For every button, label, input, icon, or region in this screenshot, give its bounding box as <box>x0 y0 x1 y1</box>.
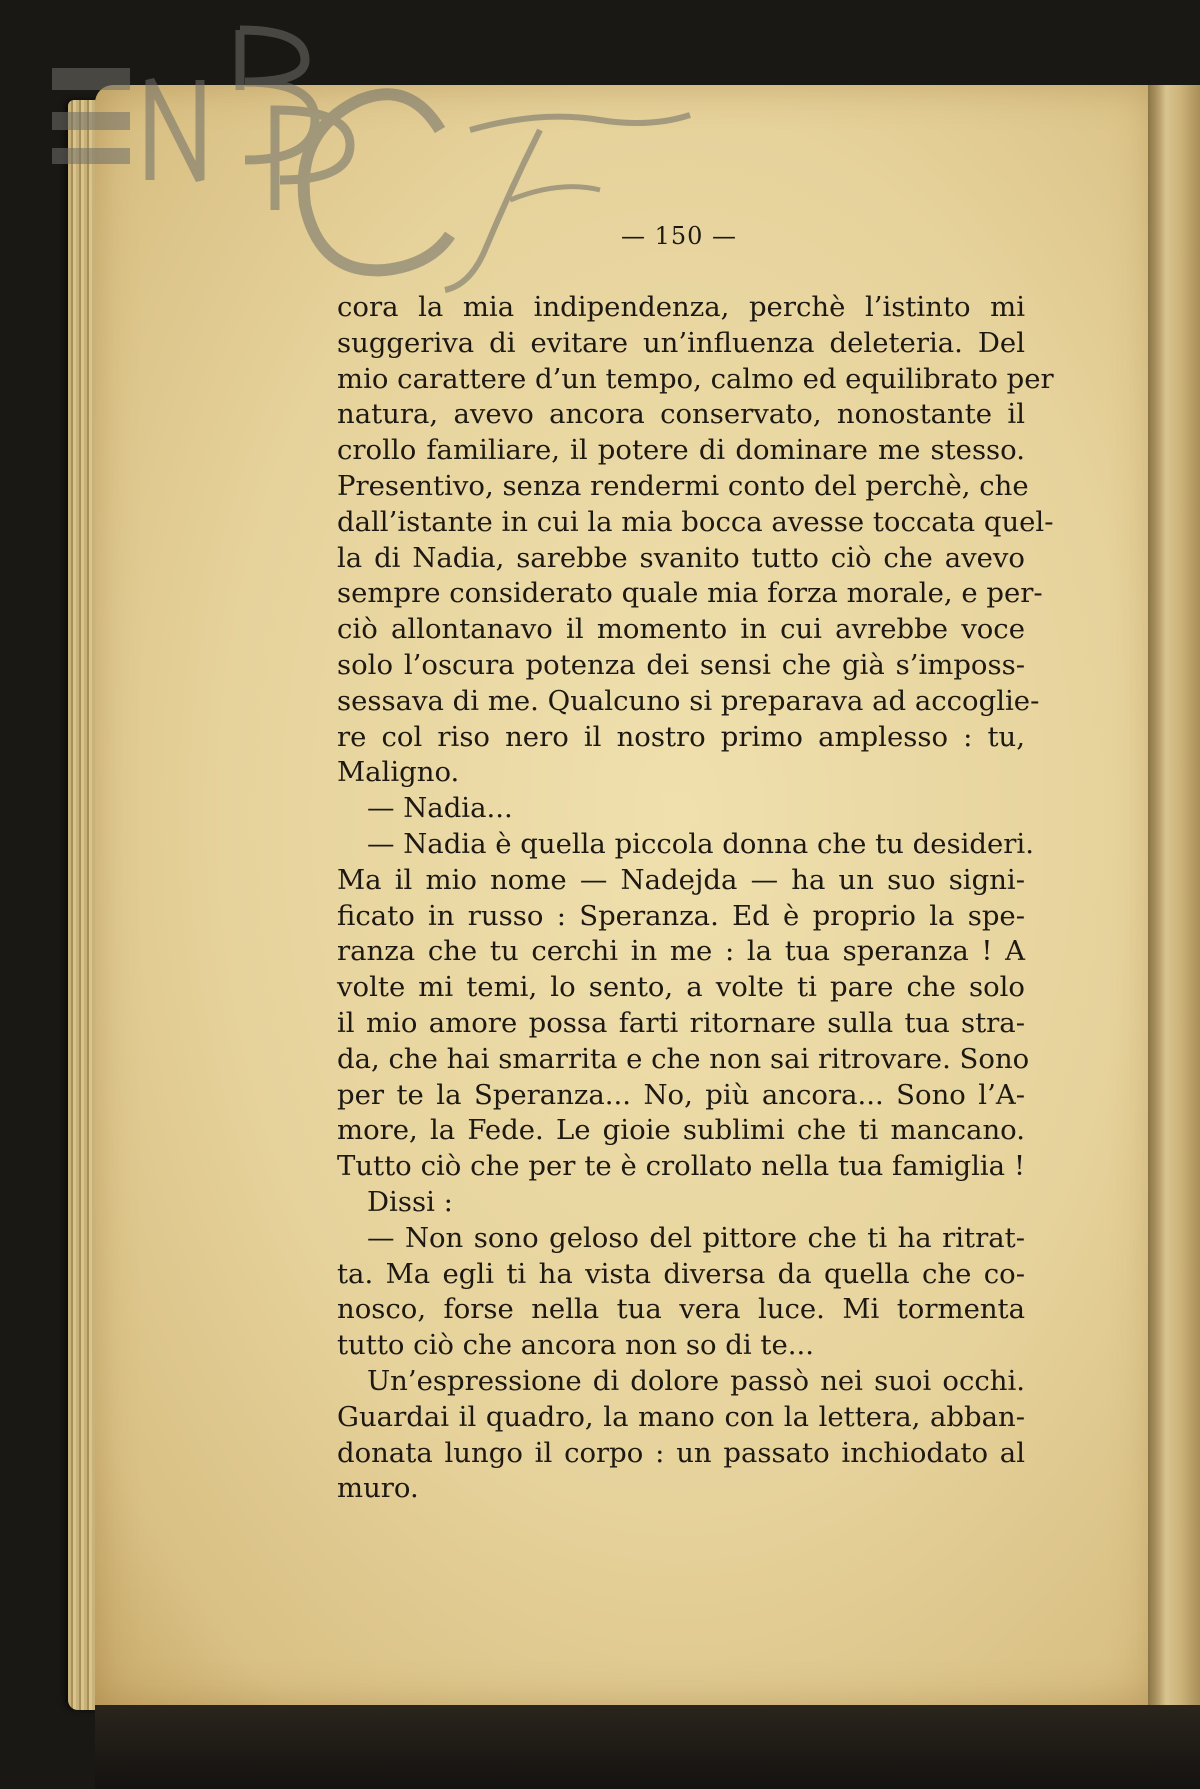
text-line: — Nadia... <box>367 792 513 825</box>
text-line: Dissi : <box>367 1185 453 1218</box>
text-line: per te la Speranza... No, più ancora... Sono l’A- <box>337 1078 1025 1111</box>
text-line: sempre considerato quale mia forza morale, e per- <box>337 577 1043 610</box>
text-line: muro. <box>337 1472 419 1505</box>
text-line: Un’espressione di dolore passò nei suoi occhi. <box>367 1364 1025 1397</box>
text-line: Tutto ciò che per te è crollato nella tua famiglia ! <box>337 1150 1025 1183</box>
text-line: il mio amore possa farti ritornare sulla tua stra- <box>337 1006 1025 1039</box>
text-line: ta. Ma egli ti ha vista diversa da quella che co- <box>337 1257 1025 1290</box>
text-line: Maligno. <box>337 756 460 789</box>
text-line: cora la mia indipendenza, perchè l’istinto mi <box>337 291 1025 323</box>
text-line: ciò allontanavo il momento in cui avrebbe voce <box>337 613 1025 646</box>
text-line: Presentivo, senza rendermi conto del perchè, che <box>337 469 1029 502</box>
text-line: suggeriva di evitare un’influenza deleteria. Del <box>337 326 1025 359</box>
text-line: solo l’oscura potenza dei sensi che già s’imposs- <box>337 648 1025 681</box>
text-line: — Non sono geloso del pittore che ti ha ritrat- <box>367 1221 1025 1254</box>
text-line: mio carattere d’un tempo, calmo ed equilibrato per <box>337 362 1054 395</box>
text-line: natura, avevo ancora conservato, nonostante il <box>337 398 1025 431</box>
bncf-logo-watermark-icon <box>40 20 720 320</box>
text-line: more, la Fede. Le gioie sublimi che ti mancano. <box>337 1114 1025 1147</box>
page-number: — 150 — <box>620 222 738 250</box>
text-line: tutto ciò che ancora non so di te... <box>337 1329 814 1362</box>
text-line: donata lungo il corpo : un passato inchiodato al <box>337 1436 1025 1469</box>
text-line: re col riso nero il nostro primo amplesso : tu, <box>337 720 1025 753</box>
text-line: crollo familiare, il potere di dominare me stesso. <box>337 434 1025 467</box>
text-line: volte mi temi, lo sento, a volte ti pare che solo <box>337 971 1025 1004</box>
text-line: dall’istante in cui la mia bocca avesse toccata quel- <box>337 505 1054 538</box>
text-line: ficato in russo : Speranza. Ed è proprio la spe- <box>337 899 1025 932</box>
text-line: la di Nadia, sarebbe svanito tutto ciò che avevo <box>337 541 1025 574</box>
body-text <box>337 290 1054 1507</box>
text-line: sessava di me. Qualcuno si preparava ad accoglie- <box>337 684 1040 717</box>
background-edge <box>95 1705 1200 1789</box>
text-line: nosco, forse nella tua vera luce. Mi tormenta <box>337 1293 1025 1326</box>
text-line: Ma il mio nome — Nadejda — ha un suo signi- <box>337 863 1025 896</box>
text-line: da, che hai smarrita e che non sai ritrovare. Sono <box>337 1042 1030 1075</box>
text-line: — Nadia è quella piccola donna che tu desideri. <box>367 827 1034 860</box>
book-gutter <box>1148 85 1200 1705</box>
text-line: Guardai il quadro, la mano con la lettera, abban- <box>337 1400 1025 1433</box>
text-line: ranza che tu cerchi in me : la tua speranza ! A <box>337 935 1025 968</box>
